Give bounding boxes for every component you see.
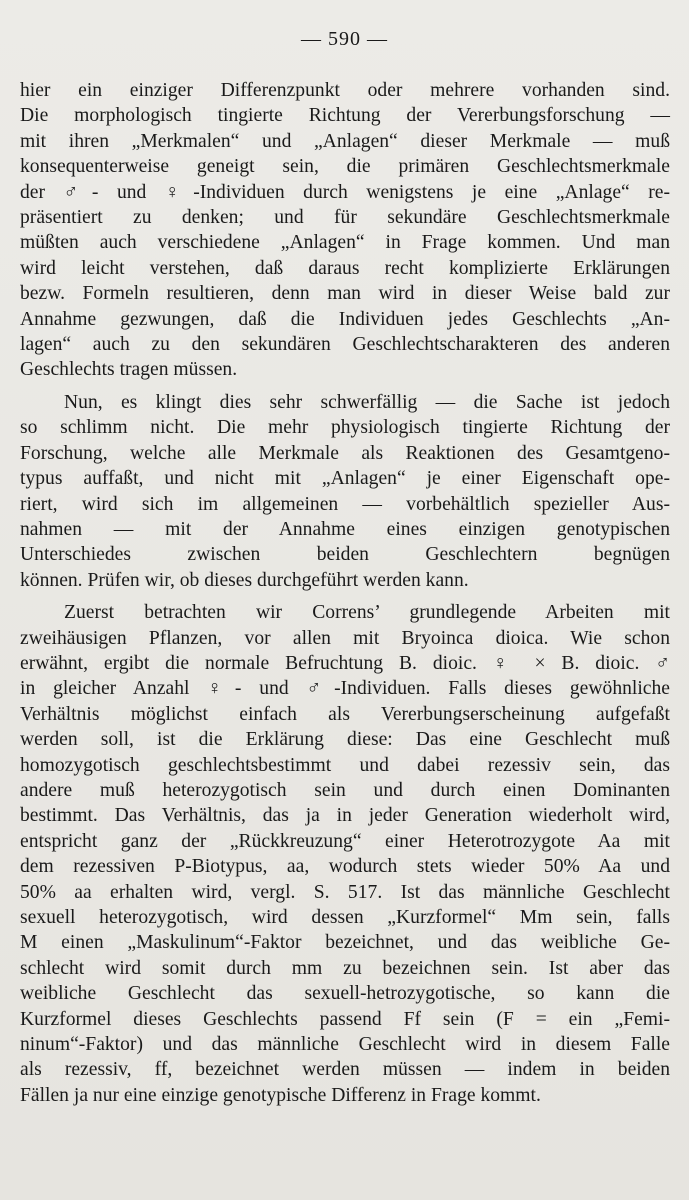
text-line: konsequenterweise geneigt sein, die primären Geschlechtsmerkmale: [20, 156, 670, 178]
text-line: Kurzformel dieses Geschlechts passend Ff sein (F = ein „Femi-: [20, 1008, 670, 1030]
text-line: sexuell heterozygotisch, wird dessen „Kurzformel“ Mm sein, falls: [20, 907, 670, 928]
text-line: werden soll, ist die Erklärung diese: Das eine Geschlecht muß: [20, 729, 670, 751]
text-line: Nun, es klingt dies sehr schwerfällig — die Sache ist jedoch: [64, 391, 670, 413]
text-line: wird leicht verstehen, daß daraus recht komplizierte Erklärungen: [20, 257, 670, 279]
paragraph-1: [20, 78, 670, 383]
text-line: als rezessiv, ff, bezeichnet werden müssen — indem in beiden: [20, 1059, 670, 1081]
page-number: — 590 —: [301, 28, 388, 50]
paragraph-3: [20, 600, 670, 1108]
text-line: M einen „Maskulinum“-Faktor bezeichnet, und das weibliche Ge-: [20, 932, 670, 954]
text-line: Forschung, welche alle Merkmale als Reaktionen des Gesamtgeno-: [20, 442, 670, 464]
text-line: homozygotisch geschlechtsbestimmt und dabei rezessiv sein, das: [20, 754, 670, 776]
text-line: in gleicher Anzahl ♀- und ♂-Individuen. Falls dieses gewöhnliche: [20, 678, 670, 700]
text-line: weibliche Geschlecht das sexuell-hetrozygotische, so kann die: [20, 983, 670, 1005]
text-line: lagen“ auch zu den sekundären Geschlechtscharakteren des anderen: [20, 334, 670, 356]
text-line: 50% aa erhalten wird, vergl. S. 517. Ist das männliche Geschlecht: [20, 881, 670, 903]
text-line: müßten auch verschiedene „Anlagen“ in Frage kommen. Und man: [20, 232, 670, 254]
text-line: erwähnt, ergibt die normale Befruchtung B. dioic. ♀ × B. dioic. ♂: [20, 652, 670, 674]
text-line: ninum“-Faktor) und das männliche Geschlecht wird in diesem Falle: [20, 1034, 670, 1056]
text-line: entspricht ganz der „Rückkreuzung“ einer Heterotrozygote Aa mit: [20, 830, 670, 852]
text-line: Unterschiedes zwischen beiden Geschlechtern begnügen: [20, 544, 670, 566]
text-line: zweihäusigen Pflanzen, vor allen mit Bryoinca dioica. Wie schon: [20, 627, 670, 649]
text-line: Die morphologisch tingierte Richtung der Vererbungsforschung —: [20, 105, 670, 127]
text-line: nahmen — mit der Annahme eines einzigen genotypischen: [20, 518, 670, 540]
text-line: Geschlechts tragen müssen.: [20, 359, 238, 381]
text-line: andere muß heterozygotisch sein und durch einen Dominanten: [20, 779, 670, 801]
text-line: typus auffaßt, und nicht mit „Anlagen“ je einer Eigenschaft ope-: [20, 468, 670, 490]
text-line: schlecht wird somit durch mm zu bezeichnen sein. Ist aber das: [20, 957, 670, 979]
text-line: der ♂- und ♀-Individuen durch wenigstens je eine „Anlage“ re-: [20, 181, 670, 203]
text-line: bestimmt. Das Verhältnis, das ja in jeder Generation wiederholt wird,: [20, 805, 670, 827]
text-line: bezw. Formeln resultieren, denn man wird in dieser Weise bald zur: [20, 283, 670, 305]
text-line: mit ihren „Merkmalen“ und „Anlagen“ dieser Merkmale — muß: [20, 130, 670, 152]
text-line: Verhältnis möglichst einfach als Vererbungserscheinung aufgefaßt: [20, 703, 670, 725]
text-line: hier ein einziger Differenzpunkt oder mehrere vorhanden sind.: [20, 80, 670, 101]
text-line: können. Prüfen wir, ob dieses durchgeführt werden kann.: [20, 569, 469, 591]
text-line: Fällen ja nur eine einzige genotypische Differenz in Frage kommt.: [20, 1084, 541, 1106]
body-text: [20, 78, 670, 1108]
text-line: dem rezessiven P-Biotypus, aa, wodurch stets wieder 50% Aa und: [20, 856, 670, 878]
text-line: präsentiert zu denken; und für sekundäre Geschlechtsmerkmale: [20, 207, 670, 229]
paragraph-2: [20, 390, 670, 593]
text-line: Annahme gezwungen, daß die Individuen jedes Geschlechts „An-: [20, 308, 670, 330]
text-line: so schlimm nicht. Die mehr physiologisch tingierte Richtung der: [20, 417, 670, 439]
text-line: Zuerst betrachten wir Correns’ grundlegende Arbeiten mit: [64, 602, 670, 624]
text-line: riert, wird sich im allgemeinen — vorbehältlich spezieller Aus-: [20, 493, 670, 515]
